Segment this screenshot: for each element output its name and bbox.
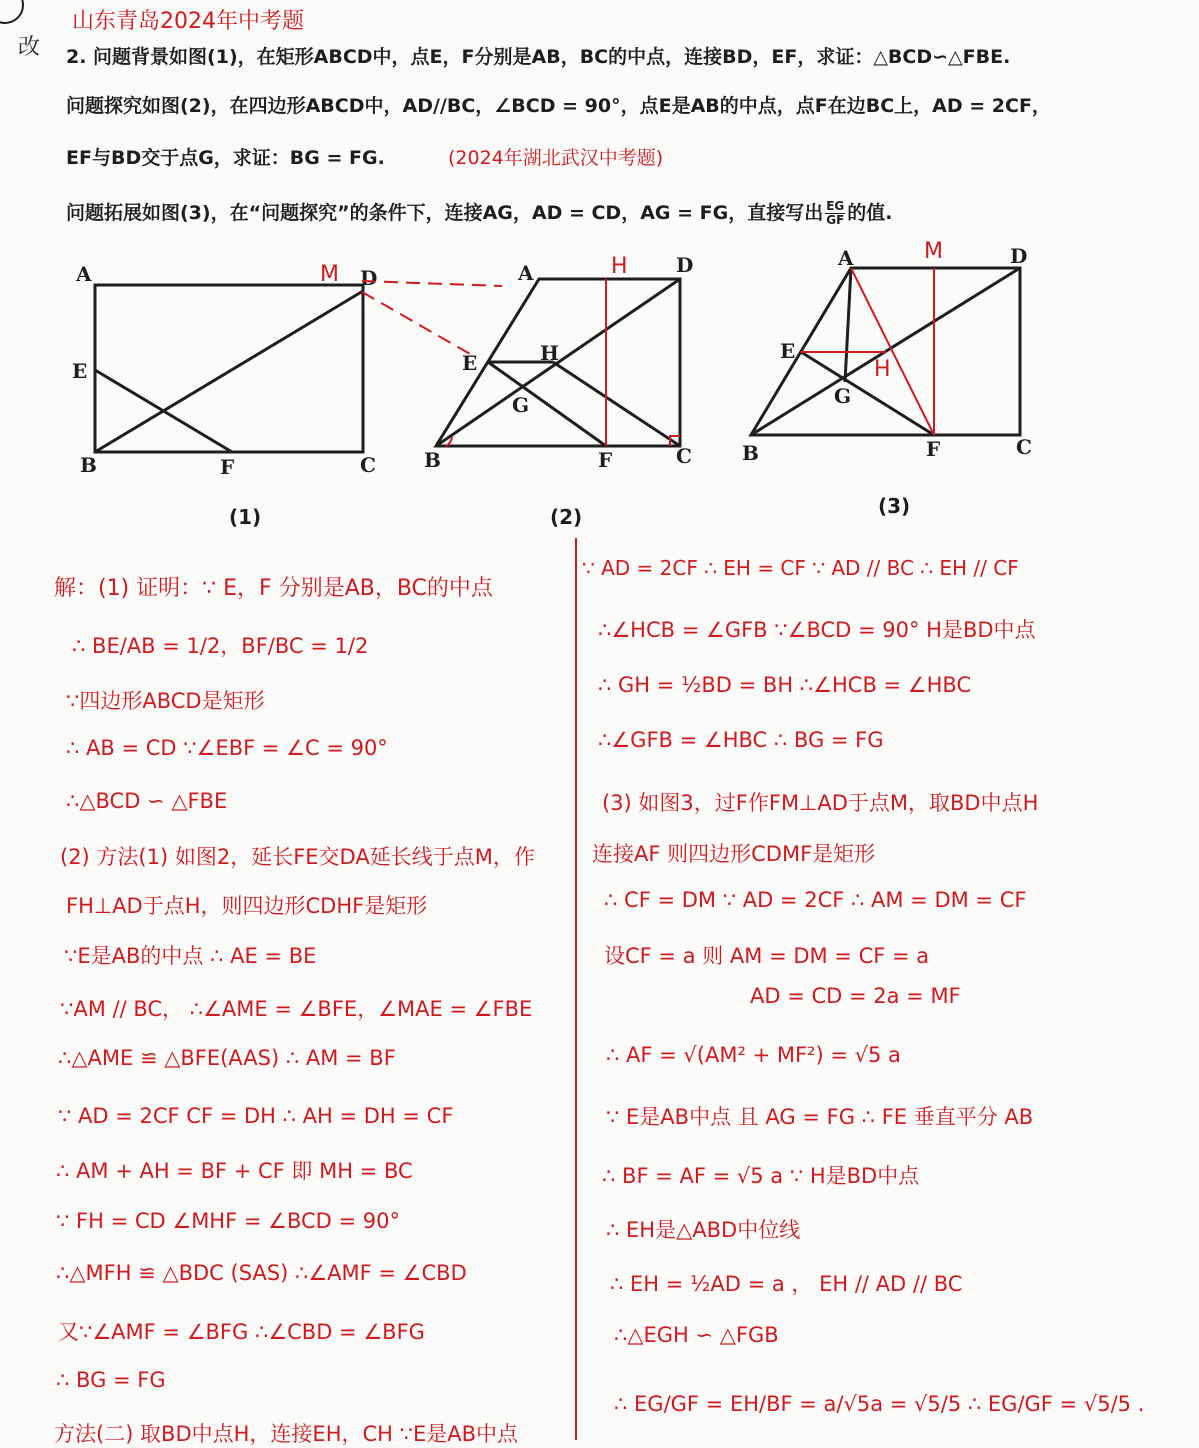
sol-right-1: ∴∠HCB = ∠GFB ∵∠BCD = 90° H是BD中点	[598, 618, 1036, 642]
sol-right-10: ∵ E是AB中点 且 AG = FG ∴ FE 垂直平分 AB	[606, 1105, 1034, 1129]
figures-svg	[0, 240, 1199, 540]
figure-1	[72, 262, 377, 479]
sol-left-7: ∵E是AB的中点 ∴ AE = BE	[64, 944, 317, 968]
sol-left-1: ∴ BE/AB = 1/2，BF/BC = 1/2	[72, 634, 369, 658]
sol-right-14: ∴△EGH ∽ △FGB	[614, 1323, 779, 1347]
sol-left-11: ∴ AM + AH = BF + CF 即 MH = BC	[56, 1159, 413, 1183]
sol-right-15: ∴ EG/GF = EH/BF = a/√5a = √5/5 ∴ EG/GF = √5/5 .	[614, 1392, 1145, 1416]
frac-num: EG	[826, 199, 845, 213]
dashed-line-me	[362, 292, 470, 354]
problem-line-1: 2. 问题背景如图(1)，在矩形ABCD中，点E，F分别是AB，BC的中点，连接BD，EF，求证：△BCD∽△FBE.	[66, 46, 1011, 68]
sol-left-16: 方法(二) 取BD中点H，连接EH，CH ∵E是AB中点	[54, 1422, 519, 1446]
sol-left-0: 解：(1) 证明：∵ E，F 分别是AB，BC的中点	[54, 576, 493, 601]
fig3-label-d: D	[1010, 244, 1028, 268]
fig2-label-c: C	[676, 444, 692, 468]
fig1-label-e: E	[72, 359, 88, 383]
fig2-segment-hc	[553, 362, 680, 446]
sol-right-3: ∴∠GFB = ∠HBC ∴ BG = FG	[598, 728, 884, 752]
fig1-label-d: D	[360, 266, 378, 290]
figure-2	[424, 253, 693, 472]
sol-left-4: ∴△BCD ∽ △FBE	[66, 789, 228, 813]
fig2-label-a: A	[518, 261, 534, 285]
sol-right-8: AD = CD = 2a = MF	[750, 984, 961, 1008]
fig3-label-b: B	[742, 441, 759, 465]
sol-left-14: 又∵∠AMF = ∠BFG ∴∠CBD = ∠BFG	[58, 1320, 425, 1344]
eg-gf-fraction	[825, 200, 845, 227]
fig2-caption: (2)	[550, 505, 583, 529]
frac-den: GF	[826, 213, 845, 227]
sol-right-4: (3) 如图3，过F作FM⊥AD于点M，取BD中点H	[602, 791, 1039, 815]
fig2-label-f: F	[598, 448, 613, 472]
corner-mark: 改	[18, 35, 41, 60]
sol-right-6: ∴ CF = DM ∵ AD = 2CF ∴ AM = DM = CF	[604, 888, 1027, 912]
sol-right-13: ∴ EH = ½AD = a ， EH // AD // BC	[610, 1272, 963, 1296]
fig3-label-e: E	[780, 339, 796, 363]
fig3-label-g: G	[834, 384, 852, 408]
dashed-line-md	[362, 281, 502, 286]
column-divider	[575, 538, 577, 1440]
sol-right-12: ∴ EH是△ABD中位线	[606, 1218, 801, 1242]
problem-line-4-pre: 问题拓展如图(3)，在“问题探究”的条件下，连接AG，AD = CD，AG = FG，直接写出	[66, 202, 824, 224]
sol-left-12: ∵ FH = CD ∠MHF = ∠BCD = 90°	[56, 1209, 400, 1233]
fig2-label-e: E	[462, 351, 478, 375]
problem-line-3-note: (2024年湖北武汉中考题)	[448, 147, 664, 169]
fig2-label-red-h: H	[611, 254, 628, 279]
sol-right-11: ∴ BF = AF = √5 a ∵ H是BD中点	[602, 1164, 920, 1188]
problem-line-3: EF与BD交于点G，求证：BG = FG.	[66, 147, 385, 169]
fig2-segment-ef	[488, 362, 606, 446]
sol-right-9: ∴ AF = √(AM² + MF²) = √5 a	[606, 1043, 901, 1067]
fig2-label-g: G	[512, 393, 530, 417]
sol-left-8: ∵AM // BC， ∴∠AME = ∠BFE，∠MAE = ∠FBE	[60, 997, 533, 1021]
fig3-label-a: A	[838, 246, 854, 270]
sol-left-13: ∴△MFH ≌ △BDC (SAS) ∴∠AMF = ∠CBD	[56, 1261, 467, 1285]
corner-circle	[0, 0, 24, 24]
sol-right-5: 连接AF 则四边形CDMF是矩形	[592, 842, 876, 866]
fig3-segment-ag	[845, 268, 851, 382]
fig1-diagonal-bd	[95, 291, 363, 452]
sol-left-6: FH⊥AD于点H，则四边形CDHF是矩形	[66, 894, 428, 918]
fig3-label-h: H	[874, 357, 891, 382]
fig1-label-f: F	[220, 455, 235, 479]
sol-right-2: ∴ GH = ½BD = BH ∴∠HCB = ∠HBC	[598, 673, 972, 697]
problem-line-4-post: 的值.	[847, 202, 893, 224]
fig3-label-c: C	[1016, 435, 1032, 459]
sol-right-0: ∵ AD = 2CF ∴ EH = CF ∵ AD // BC ∴ EH // CF	[582, 556, 1019, 580]
fig1-label-b: B	[80, 453, 97, 477]
fig3-label-m: M	[924, 240, 943, 264]
fig3-label-f: F	[926, 437, 941, 461]
problem-line-4	[66, 198, 893, 227]
sol-right-7: 设CF = a 则 AM = DM = CF = a	[604, 944, 930, 968]
figure-3	[742, 240, 1032, 465]
fig3-caption: (3)	[878, 494, 911, 518]
sol-left-9: ∴△AME ≌ △BFE(AAS) ∴ AM = BF	[58, 1046, 396, 1070]
fig2-label-h: H	[540, 341, 559, 365]
fig1-label-a: A	[76, 262, 92, 286]
sol-left-15: ∴ BG = FG	[56, 1368, 166, 1392]
sol-left-10: ∵ AD = 2CF CF = DH ∴ AH = DH = CF	[58, 1104, 454, 1128]
sol-left-2: ∵四边形ABCD是矩形	[66, 689, 265, 713]
fig1-label-c: C	[360, 453, 376, 477]
fig1-caption: (1)	[229, 505, 262, 529]
fig2-label-d: D	[676, 253, 694, 277]
sol-left-5: (2) 方法(1) 如图2，延长FE交DA延长线于点M，作	[60, 845, 535, 869]
fig2-label-b: B	[424, 448, 441, 472]
problem-line-2: 问题探究如图(2)，在四边形ABCD中，AD//BC，∠BCD = 90°，点E是AB的中点，点F在边BC上，AD = 2CF，	[66, 95, 1051, 117]
source-note: 山东青岛2024年中考题	[72, 9, 304, 34]
sol-left-3: ∴ AB = CD ∵∠EBF = ∠C = 90°	[66, 736, 388, 760]
fig1-label-m: M	[320, 262, 339, 287]
